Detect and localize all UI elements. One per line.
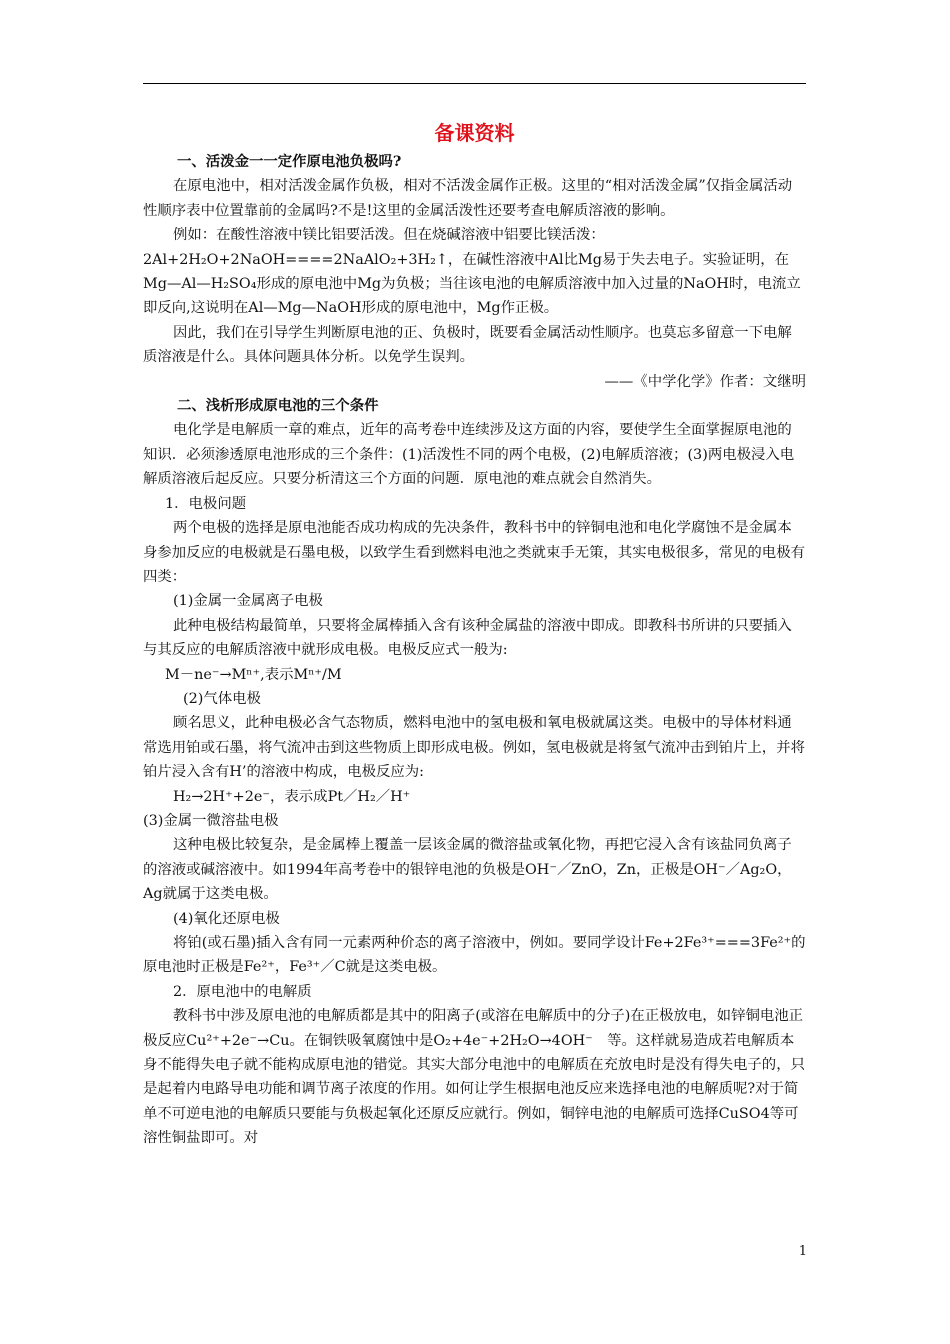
electrode-type-3-text: 这种电极比较复杂，是金属棒上覆盖一层该金属的微溶盐或氧化物，再把它浸入含有该盐同负离子的溶液或碱溶液中。如1994年高考卷中的银锌电池的负极是OH⁻／ZnO，Zn，正极是OH⁻／Ag₂O，Ag就属于这类电极。 xyxy=(143,837,792,903)
electrode-type-1-text: 此种电极结构最简单，只要将金属棒插入含有该种金属盐的溶液中即成。即教科书所讲的只要插入与其反应的电解质溶液中就形成电极。电极反应式一般为: xyxy=(143,617,792,659)
electrode-type-1-formula: M－ne⁻→Mⁿ⁺,表示Mⁿ⁺/M xyxy=(165,666,342,683)
electrode-type-2: (2)气体电极 xyxy=(183,690,261,707)
section2-heading: 二、浅析形成原电池的三个条件 xyxy=(177,397,379,415)
electrode-type-2-text: 顾名思义，此种电极必含气态物质，燃料电池中的氢电极和氧电极就属这类。电极中的导体材料通常选用铂或石墨，将气流冲击到这些物质上即形成电极。例如，氢电极就是将氢气流冲击到铂片上，并将铂片浸入含有H’的溶液中构成，电极反应为: xyxy=(143,715,805,781)
section1-paragraph-4: 因此，我们在引导学生判断原电池的正、负极时，既要看金属活动性顺序。也莫忘多留意一下电解质溶液是什么。具体问题具体分析。以免学生误判。 xyxy=(143,324,792,366)
subheading-electrode: 1．电极问题 xyxy=(165,495,247,512)
section1-paragraph-3: 2Al+2H₂O+2NaOH====2NaAlO₂+3H₂↑，在碱性溶液中Al比Mg易于失去电子。实验证明，在Mg—Al—H₂SO₄形成的原电池中Mg为负极；当往该电池的电解质溶液中加入过量的NaOH时，电流立即反向,这说明在Al—Mg—NaOH形成的原电池中，Mg作正极。 xyxy=(143,251,801,317)
section2-paragraph-1: 电化学是电解质一章的难点，近年的高考卷中连续涉及这方面的内容，要使学生全面掌握原电池的知识．必须渗透原电池形成的三个条件：(1)活泼性不同的两个电极，(2)电解质溶液；(3)两电极浸入电解质溶液后起反应。只要分析清这三个方面的问题．原电池的难点就会自然消失。 xyxy=(143,422,795,488)
subheading-electrolyte: 2．原电池中的电解质 xyxy=(173,983,312,1000)
electrode-type-4-text: 将铂(或石墨)插入含有同一元素两种价态的离子溶液中，例如。要同学设计Fe+2Fe³⁺===3Fe²⁺的原电池时正极是Fe²⁺，Fe³⁺／C就是这类电极。 xyxy=(143,935,806,976)
page-title: 备课资料 xyxy=(434,121,515,145)
section1-paragraph-1: 在原电池中，相对活泼金属作负极，相对不活泼金属作正极。这里的“相对活泼金属”仅指金属活动性顺序表中位置靠前的金属吗?不是!这里的金属活泼性还要考查电解质溶液的影响。 xyxy=(143,178,793,219)
section1-source: ——《中学化学》作者：文继明 xyxy=(604,373,806,390)
header-rule xyxy=(143,83,806,84)
section2-paragraph-2: 两个电极的选择是原电池能否成功构成的先决条件，教科书中的锌铜电池和电化学腐蚀不是金属本身参加反应的电极就是石墨电极，以致学生看到燃料电池之类就束手无策，其实电极很多，常见的电极有四类： xyxy=(143,520,805,585)
section1-heading: 一、活泼金一一定作原电池负极吗? xyxy=(177,153,402,170)
electrode-type-1: (1)金属一金属离子电极 xyxy=(173,593,323,610)
electrode-type-3: (3)金属一微溶盐电极 xyxy=(143,812,279,829)
page-number xyxy=(0,1244,950,1259)
page-number-text: 1 xyxy=(798,1244,807,1259)
electrode-type-2-formula: H₂→2H⁺+2e⁻，表示成Pt／H₂／H⁺ xyxy=(173,788,411,805)
section2-paragraph-3: 教科书中涉及原电池的电解质都是其中的阳离子(或溶在电解质中的分子)在正极放电，如锌铜电池正极反应Cu²⁺+2e⁻→Cu。在铜铁吸氧腐蚀中是O₂+4e⁻+2H₂O→4OH⁻ 等。这样就易造成若电解质本身不能得失电子就不能构成原电池的错觉。其实大部分电池中的电解质在充放电时是没有得失电子的，只是起着内电路导电功能和调节离子浓度的作用。如何让学生根据电池反应来选择电池的电解质呢?对于简单不可逆电池的电解质只要能与负极起氧化还原反应就行。例如，铜锌电池的电解质可选择CuSO4等可溶性铜盐即可。对 xyxy=(143,1008,805,1147)
section1-paragraph-2: 例如：在酸性溶液中镁比铝要活泼。但在烧碱溶液中铝要比镁活泼： xyxy=(173,227,605,244)
electrode-type-4: (4)氧化还原电极 xyxy=(173,910,280,927)
document-body xyxy=(143,118,806,1151)
